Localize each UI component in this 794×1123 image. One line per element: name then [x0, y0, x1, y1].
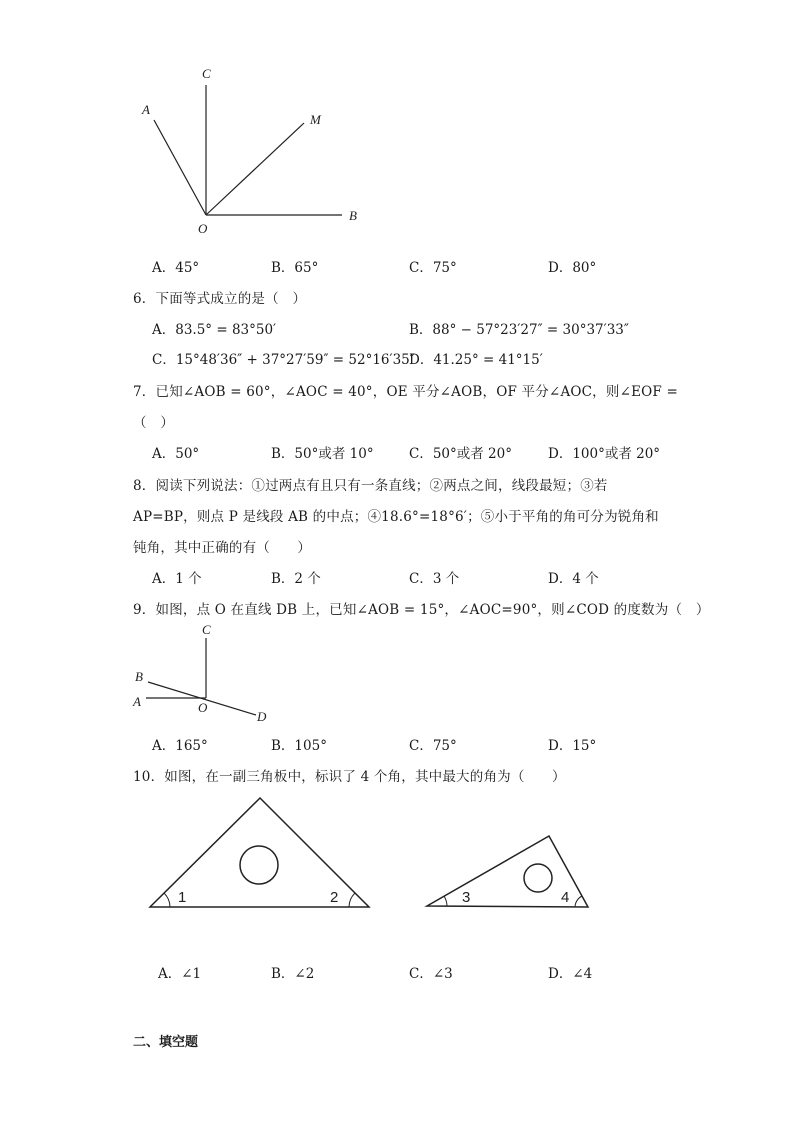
q7-option-b[interactable]: B．50°或者 10° — [271, 446, 374, 462]
angle-3-arc — [444, 896, 447, 906]
q10-option-d[interactable]: D．∠4 — [548, 966, 593, 982]
angle-1-label: 1 — [178, 889, 187, 906]
q6-option-a[interactable]: A．83.5° = 83°50′ — [152, 322, 277, 338]
angle-4-label: 4 — [561, 889, 570, 906]
q9-option-c[interactable]: C．75° — [409, 738, 457, 754]
q7-option-a[interactable]: A．50° — [152, 446, 200, 462]
q9-option-b[interactable]: B．105° — [271, 738, 327, 754]
q5-option-b[interactable]: B．65° — [271, 260, 319, 276]
q6-option-c[interactable]: C．15°48′36″ + 37°27′59″ = 52°16′35″ — [152, 352, 415, 368]
q10-stem: 10．如图，在一副三角板中，标识了 4 个角，其中最大的角为（ ） — [133, 769, 566, 785]
set-square-left-hole — [240, 846, 278, 884]
q10-option-b[interactable]: B．∠2 — [271, 966, 315, 982]
figure-q10-set-squares — [140, 790, 610, 920]
q6-option-b[interactable]: B．88° − 57°23′27″ = 30°37′33″ — [409, 322, 629, 338]
ray-om — [206, 123, 304, 215]
q9-option-d[interactable]: D．15° — [548, 738, 597, 754]
q9-stem: 9．如图，点 O 在直线 DB 上，已知∠AOB = 15°，∠AOC=90°，则∠COD 的度数为（ ） — [133, 602, 710, 618]
label-b: B — [349, 208, 357, 223]
set-square-right-hole — [524, 864, 552, 892]
label-o: O — [198, 221, 208, 236]
q10-option-c[interactable]: C．∠3 — [409, 966, 453, 982]
ray-oa — [154, 120, 206, 215]
label-m: M — [310, 112, 321, 127]
q7-stem-continued: （ ） — [133, 415, 175, 431]
angle-4-arc — [575, 896, 582, 907]
q8-stem-line2: AP=BP，则点 P 是线段 AB 的中点；④18.6°=18°6′；⑤小于平角的角可分为锐角和 — [133, 509, 659, 525]
q5-option-a[interactable]: A．45° — [152, 260, 200, 276]
angle-1-arc — [164, 893, 170, 907]
q9-option-a[interactable]: A．165° — [152, 738, 208, 754]
label-c: C — [202, 622, 211, 637]
angle-2-arc — [349, 893, 355, 907]
label-a: A — [142, 102, 150, 117]
label-b: B — [135, 669, 143, 684]
q6-stem: 6．下面等式成立的是（ ） — [133, 291, 307, 307]
q8-option-a[interactable]: A．1 个 — [152, 571, 202, 587]
q7-option-c[interactable]: C．50°或者 20° — [409, 446, 512, 462]
q5-option-d[interactable]: D．80° — [548, 260, 597, 276]
section-title-fill-in: 二、填空题 — [133, 1035, 199, 1050]
q8-option-d[interactable]: D．4 个 — [548, 571, 599, 587]
q7-option-d[interactable]: D．100°或者 20° — [548, 446, 661, 462]
angle-2-label: 2 — [330, 889, 339, 906]
q8-stem-line1: 8．阅读下列说法：①过两点有且只有一条直线；②两点之间，线段最短；③若 — [133, 478, 608, 494]
q5-option-c[interactable]: C．75° — [409, 260, 457, 276]
label-d: D — [257, 709, 267, 724]
q6-option-d[interactable]: D．41.25° = 41°15′ — [409, 352, 543, 368]
q8-stem-line3: 钝角，其中正确的有（ ） — [133, 540, 312, 556]
q8-option-c[interactable]: C．3 个 — [409, 571, 460, 587]
q7-stem: 7．已知∠AOB = 60°，∠AOC = 40°，OE 平分∠AOB，OF 平分∠AOC，则∠EOF = — [133, 384, 678, 400]
angle-3-label: 3 — [462, 889, 471, 906]
q8-option-b[interactable]: B．2 个 — [271, 571, 321, 587]
figure-q9-angles — [128, 618, 278, 728]
label-o: O — [198, 700, 208, 715]
figure-q5-angles — [130, 60, 380, 240]
label-c: C — [202, 66, 211, 81]
q10-option-a[interactable]: A．∠1 — [158, 966, 202, 982]
label-a: A — [133, 694, 141, 709]
